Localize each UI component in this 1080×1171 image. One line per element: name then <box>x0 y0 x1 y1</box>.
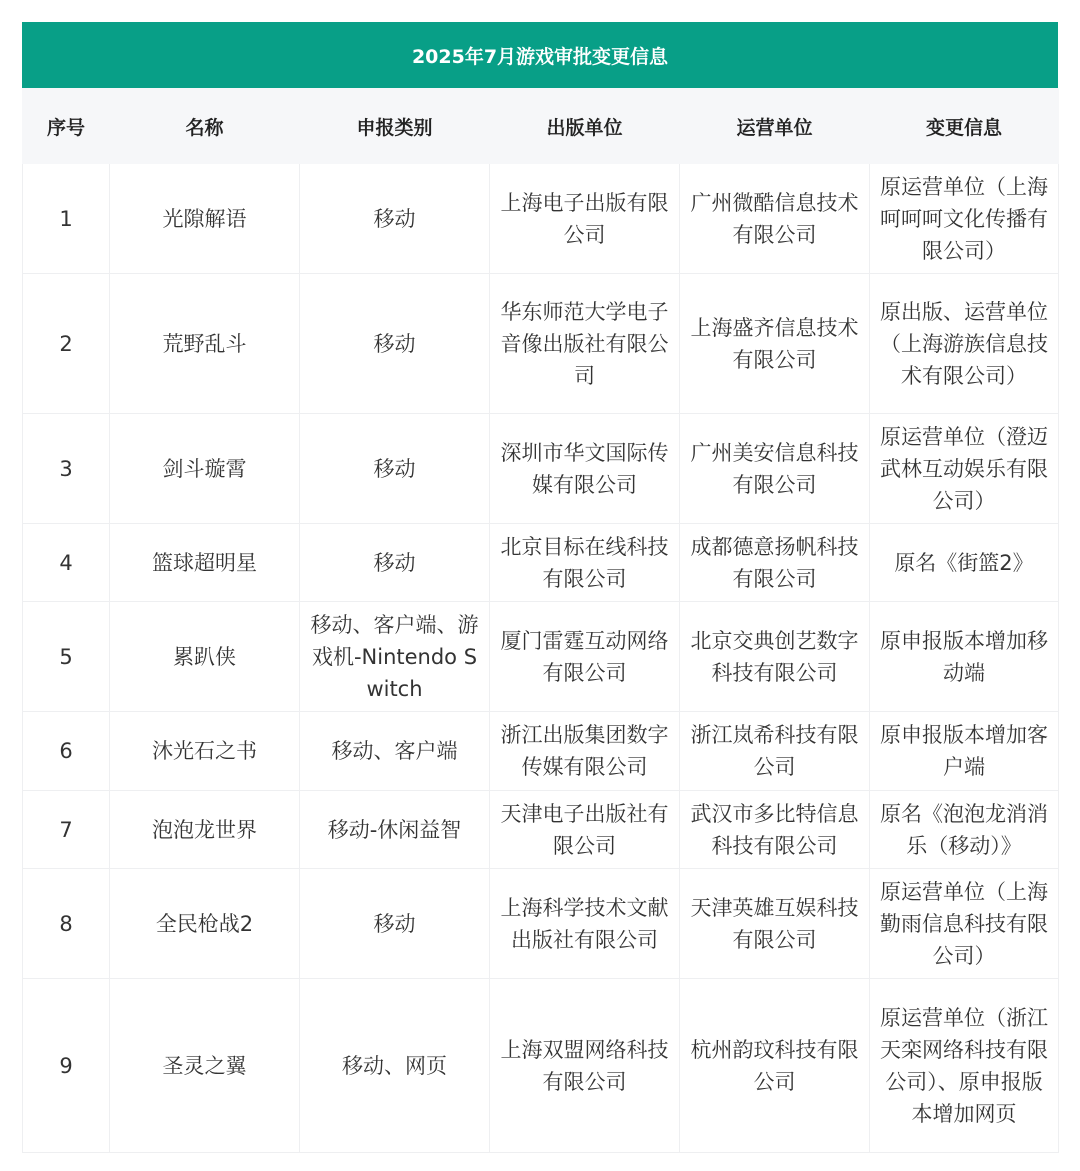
cell-index: 7 <box>23 791 110 869</box>
header-change-info: 变更信息 <box>870 89 1059 164</box>
table-row <box>23 869 1059 979</box>
cell-name: 剑斗璇霄 <box>110 414 300 524</box>
header-category: 申报类别 <box>300 89 490 164</box>
table-row <box>23 602 1059 712</box>
cell-category: 移动 <box>300 414 490 524</box>
cell-name: 全民枪战2 <box>110 869 300 979</box>
cell-change-info: 原运营单位（澄迈武林互动娱乐有限公司） <box>870 414 1059 524</box>
cell-category: 移动、客户端、游戏机-Nintendo Switch <box>300 602 490 712</box>
cell-name: 荒野乱斗 <box>110 274 300 414</box>
cell-category: 移动、客户端 <box>300 712 490 791</box>
cell-publisher: 浙江出版集团数字传媒有限公司 <box>490 712 680 791</box>
header-index: 序号 <box>23 89 110 164</box>
cell-operator: 上海盛齐信息技术有限公司 <box>680 274 870 414</box>
cell-publisher: 华东师范大学电子音像出版社有限公司 <box>490 274 680 414</box>
cell-index: 4 <box>23 524 110 602</box>
cell-index: 2 <box>23 274 110 414</box>
table-row <box>23 791 1059 869</box>
cell-name: 篮球超明星 <box>110 524 300 602</box>
approval-table-container <box>22 22 1058 1153</box>
cell-change-info: 原运营单位（上海勤雨信息科技有限公司） <box>870 869 1059 979</box>
cell-operator: 杭州韵玟科技有限公司 <box>680 979 870 1153</box>
table-row <box>23 979 1059 1153</box>
cell-publisher: 深圳市华文国际传媒有限公司 <box>490 414 680 524</box>
cell-publisher: 天津电子出版社有限公司 <box>490 791 680 869</box>
cell-index: 9 <box>23 979 110 1153</box>
cell-operator: 浙江岚希科技有限公司 <box>680 712 870 791</box>
cell-operator: 武汉市多比特信息科技有限公司 <box>680 791 870 869</box>
cell-category: 移动-休闲益智 <box>300 791 490 869</box>
cell-change-info: 原名《泡泡龙消消乐（移动）》 <box>870 791 1059 869</box>
table-title: 2025年7月游戏审批变更信息 <box>22 22 1058 88</box>
cell-name: 圣灵之翼 <box>110 979 300 1153</box>
cell-index: 5 <box>23 602 110 712</box>
cell-operator: 北京交典创艺数字科技有限公司 <box>680 602 870 712</box>
cell-index: 1 <box>23 164 110 274</box>
cell-publisher: 上海电子出版有限公司 <box>490 164 680 274</box>
cell-change-info: 原运营单位（浙江天栾网络科技有限公司）、原申报版本增加网页 <box>870 979 1059 1153</box>
cell-category: 移动 <box>300 164 490 274</box>
table-row <box>23 164 1059 274</box>
cell-change-info: 原名《街篮2》 <box>870 524 1059 602</box>
cell-change-info: 原申报版本增加移动端 <box>870 602 1059 712</box>
cell-change-info: 原运营单位（上海呵呵呵文化传播有限公司） <box>870 164 1059 274</box>
cell-index: 3 <box>23 414 110 524</box>
cell-category: 移动 <box>300 869 490 979</box>
cell-operator: 广州微酷信息技术有限公司 <box>680 164 870 274</box>
header-name: 名称 <box>110 89 300 164</box>
cell-publisher: 北京目标在线科技有限公司 <box>490 524 680 602</box>
header-publisher: 出版单位 <box>490 89 680 164</box>
cell-publisher: 上海双盟网络科技有限公司 <box>490 979 680 1153</box>
header-operator: 运营单位 <box>680 89 870 164</box>
header-row <box>23 89 1059 164</box>
cell-name: 累趴侠 <box>110 602 300 712</box>
cell-name: 光隙解语 <box>110 164 300 274</box>
cell-category: 移动 <box>300 524 490 602</box>
approval-table <box>22 88 1059 1153</box>
cell-operator: 广州美安信息科技有限公司 <box>680 414 870 524</box>
cell-change-info: 原申报版本增加客户端 <box>870 712 1059 791</box>
table-row <box>23 712 1059 791</box>
cell-operator: 天津英雄互娱科技有限公司 <box>680 869 870 979</box>
table-row <box>23 274 1059 414</box>
cell-category: 移动、网页 <box>300 979 490 1153</box>
cell-publisher: 上海科学技术文献出版社有限公司 <box>490 869 680 979</box>
table-row <box>23 414 1059 524</box>
cell-category: 移动 <box>300 274 490 414</box>
cell-name: 泡泡龙世界 <box>110 791 300 869</box>
cell-publisher: 厦门雷霆互动网络有限公司 <box>490 602 680 712</box>
cell-change-info: 原出版、运营单位（上海游族信息技术有限公司） <box>870 274 1059 414</box>
cell-operator: 成都德意扬帆科技有限公司 <box>680 524 870 602</box>
cell-name: 沐光石之书 <box>110 712 300 791</box>
cell-index: 6 <box>23 712 110 791</box>
table-row <box>23 524 1059 602</box>
cell-index: 8 <box>23 869 110 979</box>
